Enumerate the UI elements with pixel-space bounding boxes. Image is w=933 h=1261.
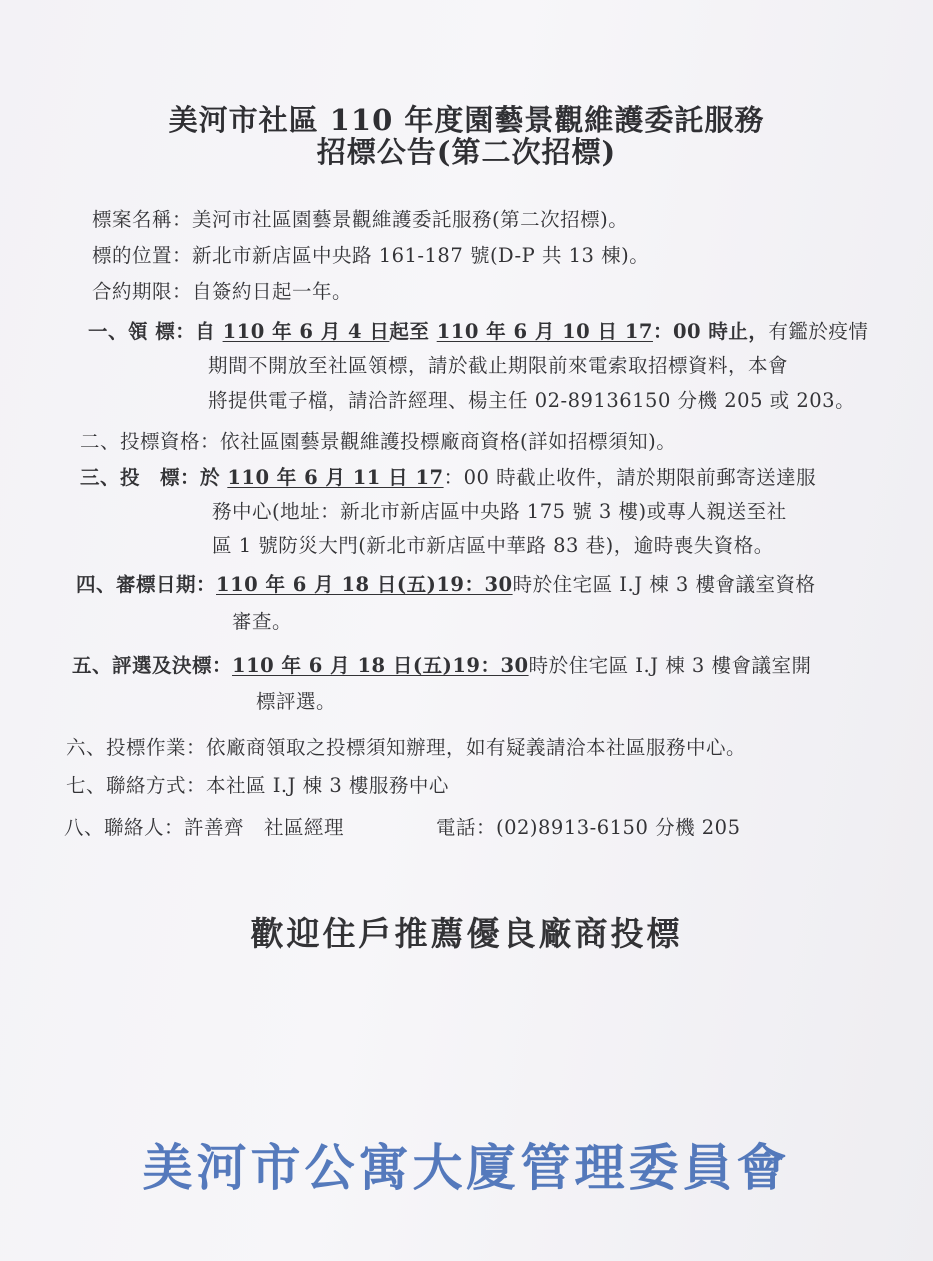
item-one-rest: 有鑑於疫情	[768, 320, 869, 343]
title-line-1: 美河市社區 110 年度園藝景觀維護委託服務	[168, 103, 765, 137]
item-six-label: 六、投標作業：	[66, 736, 207, 759]
location-label: 標的位置：	[92, 244, 193, 267]
location-row	[92, 240, 649, 268]
item-three-line2: 務中心(地址：新北市新店區中央路 175 號 3 樓)或專人親送至社	[212, 500, 787, 523]
item-three-date: 110 年 6 月 11 日 17	[227, 466, 444, 489]
item-two-row	[80, 426, 676, 454]
item-eight-phone: 電話：(02)8913-6150 分機 205	[436, 816, 741, 839]
item-six-row	[66, 732, 746, 760]
item-three-prefix: 於	[200, 466, 228, 489]
item-three-row	[80, 462, 816, 490]
case-name-label: 標案名稱：	[92, 208, 193, 231]
period-row	[92, 276, 352, 304]
item-seven-row	[66, 770, 449, 798]
item-five-rest: 時於住宅區 I.J 棟 3 樓會議室開	[528, 654, 812, 677]
case-name-value: 美河市社區園藝景觀維護委託服務(第二次招標)。	[192, 208, 629, 231]
item-three-label: 三、投 標：	[80, 466, 201, 489]
item-five-line2: 標評選。	[256, 690, 337, 713]
location-value: 新北市新店區中央路 161-187 號(D-P 共 13 棟)。	[192, 244, 650, 267]
title-line-2: 招標公告(第二次招標)	[316, 135, 617, 169]
item-four-date: 110 年 6 月 18 日(五)19：30	[216, 573, 513, 596]
item-one-line3: 將提供電子檔，請洽許經理、楊主任 02-89136150 分機 205 或 203。	[208, 389, 856, 412]
item-eight-row	[64, 812, 344, 840]
item-five-date: 110 年 6 月 18 日(五)19：30	[232, 654, 529, 677]
committee-stamp: 美河市公寓大廈管理委員會	[142, 1139, 791, 1197]
item-four-row	[76, 569, 816, 597]
item-one-mid: 起至	[389, 320, 437, 343]
item-three-line3: 區 1 號防災大門(新北市新店區中華路 83 巷)，逾時喪失資格。	[212, 534, 774, 557]
item-four-label: 四、審標日期：	[76, 573, 217, 596]
item-seven-label: 七、聯絡方式：	[66, 774, 207, 797]
item-one-date-to: 110 年 6 月 10 日 17	[436, 320, 653, 343]
item-seven-text: 本社區 I.J 棟 3 樓服務中心	[206, 774, 449, 797]
item-one-date-from: 110 年 6 月 4 日	[222, 320, 390, 343]
item-eight-label: 八、聯絡人：	[64, 816, 185, 839]
item-five-label: 五、評選及決標：	[72, 654, 233, 677]
item-six-text: 依廠商領取之投標須知辦理，如有疑義請洽本社區服務中心。	[206, 736, 747, 759]
item-two-text: 依社區園藝景觀維護投標廠商資格(詳如招標須知)。	[220, 430, 677, 453]
item-eight-name: 許善齊 社區經理	[184, 816, 345, 839]
period-value: 自簽約日起一年。	[192, 280, 353, 303]
item-four-rest: 時於住宅區 I.J 棟 3 樓會議室資格	[512, 573, 816, 596]
period-label: 合約期限：	[92, 280, 193, 303]
item-two-label: 二、投標資格：	[80, 430, 221, 453]
item-five-row	[72, 650, 812, 678]
item-three-rest: ：00 時截止收件，請於期限前郵寄送達服	[443, 466, 817, 489]
item-four-line2: 審查。	[232, 610, 293, 633]
welcome-heading: 歡迎住戶推薦優良廠商投標	[250, 914, 683, 953]
item-one-prefix: 自	[195, 320, 223, 343]
item-one-row	[88, 316, 868, 344]
item-one-label: 一、領 標：	[88, 320, 196, 343]
item-one-line2: 期間不開放至社區領標，請於截止期限前來電索取招標資料，本會	[208, 354, 789, 377]
item-one-tail: ：00 時止，	[652, 320, 769, 343]
case-name-row	[92, 204, 628, 232]
